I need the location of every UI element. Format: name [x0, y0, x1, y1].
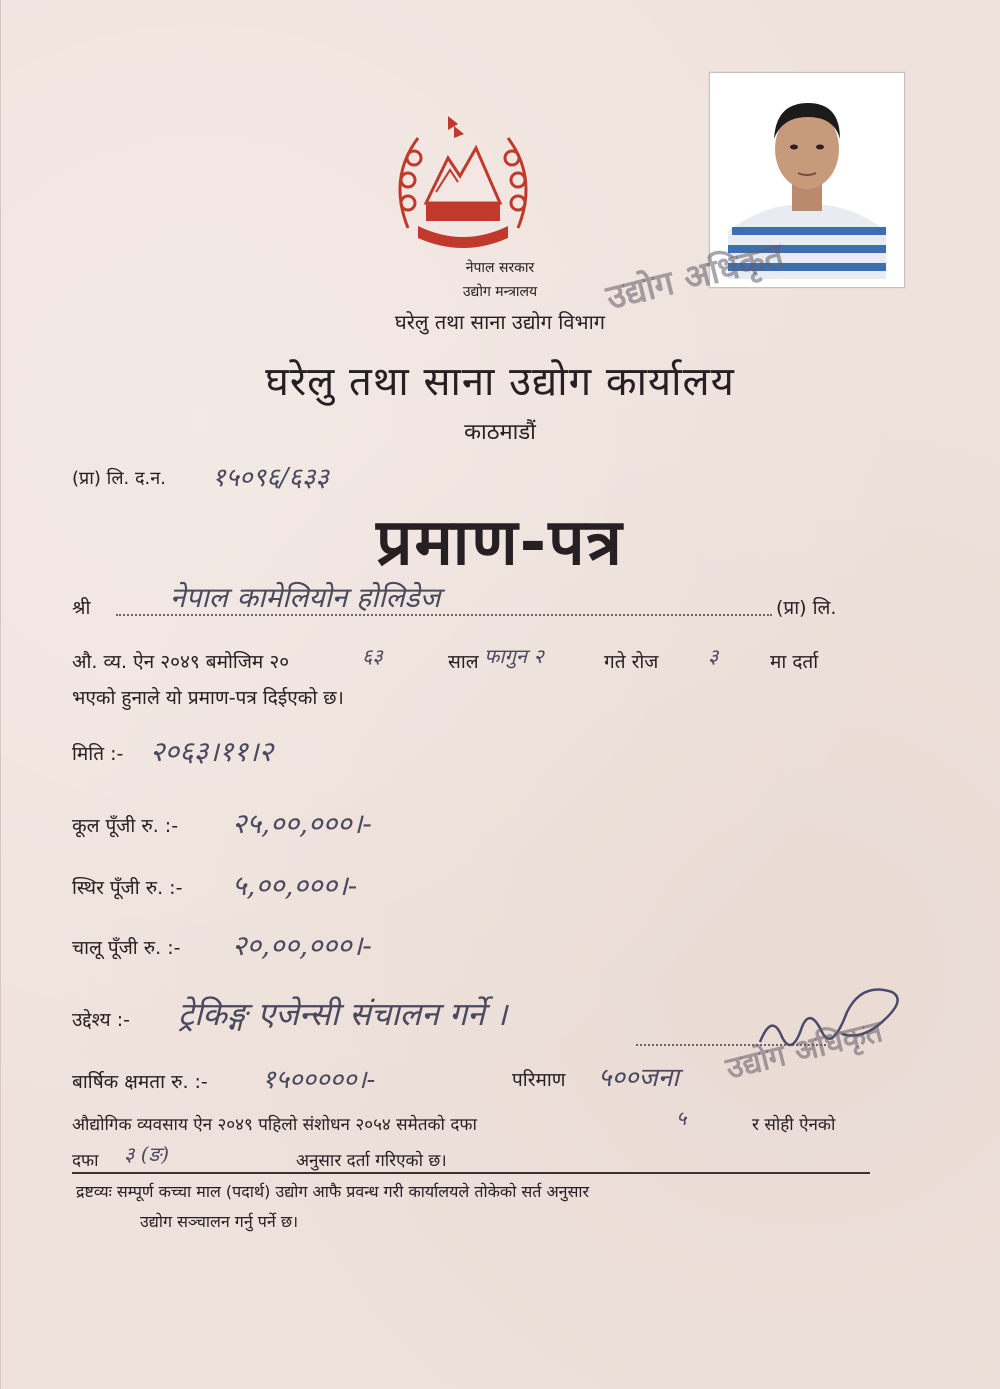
office-location: काठमाडौं [464, 420, 536, 445]
purpose-label: उद्देश्य :- [72, 1009, 130, 1031]
registration-number: १५०९६/६३३ [212, 463, 329, 493]
photo-stamp: उद्योग अधिकृत [602, 235, 788, 319]
gov-line-2: उद्योग मन्त्रालय [462, 284, 538, 300]
annual-capacity-value: १५०००००।- [262, 1065, 376, 1095]
act-line-part2: साल [448, 651, 479, 673]
working-capital-label: चालू पूँजी रु. :- [72, 937, 181, 959]
clause-part1: औद्योगिक व्यवसाय ऐन २०४९ पहिलो संशोधन २०५४ समेतको दफा [72, 1115, 477, 1135]
recipient-prefix: श्री [72, 597, 91, 619]
purpose-value: ट्रेकिङ्ग एजेन्सी संचालन गर्ने । [178, 995, 508, 1033]
clause-subsection: ३ (ङ) [124, 1142, 170, 1166]
clause-line2-label: दफा [72, 1151, 99, 1171]
fixed-capital-label: स्थिर पूँजी रु. :- [72, 877, 183, 899]
date-value: २०६३।११।२ [150, 735, 274, 768]
office-title: घरेलु तथा साना उद्योग कार्यालय [265, 359, 735, 405]
act-line-year: ६३ [362, 644, 383, 668]
clause-line2-rest: अनुसार दर्ता गरिएको छ। [296, 1151, 447, 1171]
recipient-suffix: (प्रा) लि. [776, 597, 837, 619]
act-line-day: ३ [708, 644, 719, 668]
act-line-part3: गते रोज [604, 651, 659, 673]
certificate-title: प्रमाण-पत्र [376, 506, 624, 580]
note-line-1: द्रष्टव्यः सम्पूर्ण कच्चा माल (पदार्थ) उद्योग आफै प्रवन्ध गरी कार्यालयले तोकेको सर्त अनुसार [76, 1182, 590, 1201]
total-capital-label: कूल पूँजी रु. :- [72, 815, 179, 837]
fixed-capital-value: ५,००,०००।- [232, 869, 358, 902]
clause-part2: र सोही ऐनको [752, 1115, 836, 1135]
working-capital-value: २०,००,०००।- [232, 929, 372, 962]
nepal-emblem-icon [378, 108, 548, 258]
signature-stamp: उद्योग अधिकृत [722, 1014, 887, 1087]
quantity-label: परिमाण [512, 1069, 566, 1091]
note-line-2: उद्योग सञ्चालन गर्नु पर्ने छ। [140, 1212, 299, 1231]
clause-section: ५ [676, 1106, 687, 1130]
annual-capacity-label: बार्षिक क्षमता रु. :- [72, 1071, 208, 1093]
act-line-part1: औ. व्य. ऐन २०४९ बमोजिम २० [72, 651, 290, 673]
act-line-month: फागुन २ [484, 644, 544, 668]
note-divider [72, 1172, 870, 1174]
quantity-value: ५००जना [598, 1063, 680, 1093]
total-capital-value: २५,००,०००।- [232, 807, 372, 840]
gov-line-1: नेपाल सरकार [465, 260, 535, 276]
registration-label: (प्रा) लि. द.न. [72, 468, 166, 489]
recipient-name: नेपाल कामेलियोन होलिडेज [170, 581, 441, 614]
gov-line-3: घरेलु तथा साना उद्योग विभाग [394, 310, 606, 334]
act-line-2: भएको हुनाले यो प्रमाण-पत्र दिईएको छ। [72, 687, 344, 709]
date-label: मिति :- [72, 743, 124, 765]
act-line-part4: मा दर्ता [770, 651, 819, 673]
